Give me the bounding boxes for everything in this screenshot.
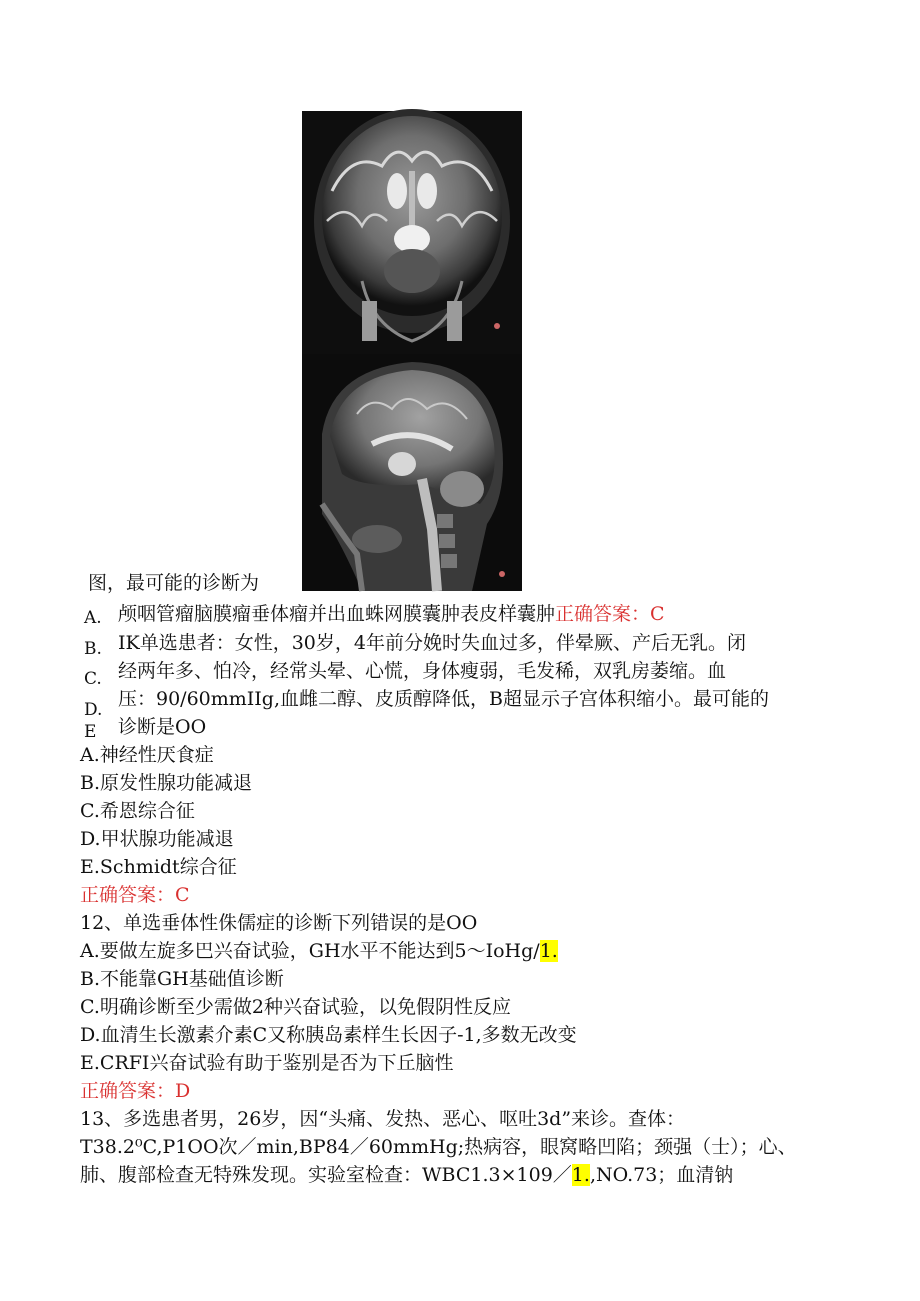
mri-coronal-image — [302, 111, 522, 354]
figure-caption: 图，最可能的诊断为 — [88, 572, 260, 594]
q12-option-c: C.明确诊断至少需做2种兴奋试验，以免假阴性反应 — [80, 996, 511, 1018]
q13-line-3-text: 肺、腹部检查无特殊发现。实验室检查：WBC1.3×109／ — [80, 1164, 572, 1186]
q11-stem-line-2: 经两年多、怕冷，经常头晕、心慌，身体瘦弱，毛发稀，双乳房萎缩。血 — [118, 660, 727, 682]
q11-stem-line-4: 诊断是OO — [118, 716, 207, 738]
q12-option-a-text: A.要做左旋多巴兴奋试验，GH水平不能达到5～IoHg/ — [80, 940, 540, 962]
q11-correct-answer: 正确答案：C — [80, 884, 190, 906]
prev-correct-answer: 正确答案：C — [555, 603, 665, 625]
q11-option-e: E.Schmidt综合征 — [80, 856, 237, 878]
option-letter-e: E — [84, 722, 97, 742]
q11-stem-line-3: 压：90/60mmIIg,血雌二醇、皮质醇降低，B超显示子宫体积缩小。最可能的 — [118, 688, 769, 710]
q12-stem: 12、单选垂体性侏儒症的诊断下列错误的是OO — [80, 912, 478, 934]
q11-stem-line-1: IK单选患者：女性，30岁，4年前分娩时失血过多，伴晕厥、产后无乳。闭 — [118, 632, 746, 654]
q11-option-b: B.原发性腺功能减退 — [80, 772, 253, 794]
q13-stem-line-3 — [80, 1164, 733, 1186]
q13-stem-line-1: 13、多选患者男，26岁，因“头痛、发热、恶心、呕吐3d”来诊。查体： — [80, 1108, 686, 1130]
q12-option-a-highlight: 1. — [539, 940, 558, 962]
option-letter-a: A. — [84, 608, 102, 628]
option-letter-d: D. — [84, 700, 103, 720]
prev-options-list: 颅咽管瘤脑膜瘤垂体瘤并出血蛛网膜囊肿表皮样囊肿 — [118, 603, 556, 625]
q12-option-d: D.血清生长激素介素C又称胰岛素样生长因子-1,多数无改变 — [80, 1024, 577, 1046]
prev-options-text — [118, 603, 665, 625]
q12-option-e: E.CRFI兴奋试验有助于鉴别是否为下丘脑性 — [80, 1052, 454, 1074]
q13-stem-line-2: T38.2⁰C,P1OO次／min,BP84／60mmHg;热病容，眼窝略凹陷；颈强（士）；心、 — [80, 1136, 797, 1158]
q11-option-a: A.神经性厌食症 — [80, 744, 214, 766]
q13-line-3-tail: ,NO.73；血清钠 — [589, 1164, 734, 1186]
q12-option-a — [80, 940, 558, 962]
q11-option-c: C.希恩综合征 — [80, 800, 195, 822]
mri-sagittal-image — [302, 354, 522, 591]
q11-option-d: D.甲状腺功能减退 — [80, 828, 234, 850]
q12-correct-answer: 正确答案：D — [80, 1080, 191, 1102]
q12-option-b: B.不能靠GH基础值诊断 — [80, 968, 284, 990]
q13-line-3-highlight: 1. — [571, 1164, 590, 1186]
option-letter-c: C. — [84, 669, 102, 689]
option-letter-b: B. — [84, 639, 102, 659]
